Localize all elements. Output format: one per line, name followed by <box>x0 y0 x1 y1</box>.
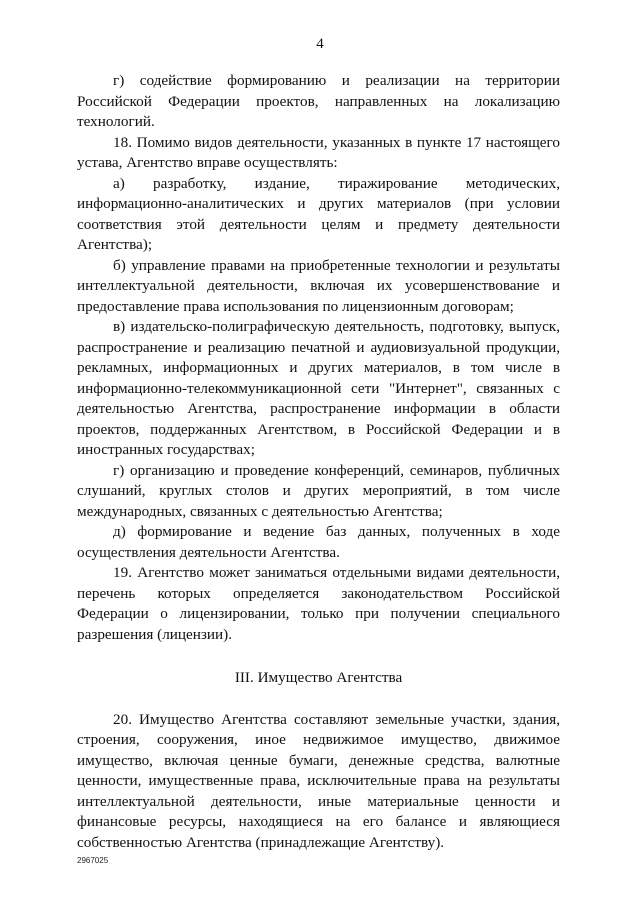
page-number: 4 <box>316 36 324 52</box>
document-code: 2967025 <box>77 856 109 865</box>
paragraph-clause-20: 20. Имущество Агентства составляют земельные участки, здания, строения, сооружения, иное недвижимое имущество, движимое имущество, включая ценные бумаги, денежные средства, валютные ценности, имущественные права, исключительные права на результаты интеллектуальной деятельности, иные материальные ценности и финансовые ресурсы, находящиеся на его балансе и являющиеся собственностью Агентства (принадлежащие Агентству). <box>77 710 560 851</box>
paragraph-item-b-rights-management: б) управление правами на приобретенные технологии и результаты интеллектуальной деятельности, включая их усовершенствование и предоставление права использования по лицензионным договорам; <box>77 256 560 315</box>
section-heading: III. Имущество Агентства <box>234 669 403 686</box>
paragraph-item-v-publishing: в) издательско-полиграфическую деятельность, подготовку, выпуск, распространение и реализацию печатной и аудиовизуальной продукции, рекламных, информационных и других материалов, в том числе в информационно-телекоммуникационной сети "Интернет", связанных с деятельностью Агентства, распространение информации в области проектов, поддержанных Агентством, в Российской Федерации и в иностранных государствах; <box>77 318 560 458</box>
document-body <box>77 71 560 853</box>
paragraph-item-g-conferences: г) организацию и проведение конференций, семинаров, публичных слушаний, круглых столов и других мероприятий, в том числе международных, связанных с деятельностью Агентства; <box>77 461 560 520</box>
paragraph-item-g-localization: г) содействие формированию и реализации на территории Российской Федерации проектов, направленных на локализацию технологий. <box>77 72 560 130</box>
paragraph-clause-18: 18. Помимо видов деятельности, указанных в пункте 17 настоящего устава, Агентство вправе осуществлять: <box>77 133 560 171</box>
paragraph-item-d-databases: д) формирование и ведение баз данных, полученных в ходе осуществления деятельности Агентства. <box>77 523 560 561</box>
paragraph-clause-19: 19. Агентство может заниматься отдельными видами деятельности, перечень которых определяется законодательством Российской Федерации о лицензировании, только при получении специального разрешения (лицензии). <box>77 564 560 643</box>
paragraph-item-a-development: а) разработку, издание, тиражирование методических, информационно-аналитических и других материалов (при условии соответствия этой деятельности целям и предмету деятельности Агентства); <box>77 174 560 253</box>
